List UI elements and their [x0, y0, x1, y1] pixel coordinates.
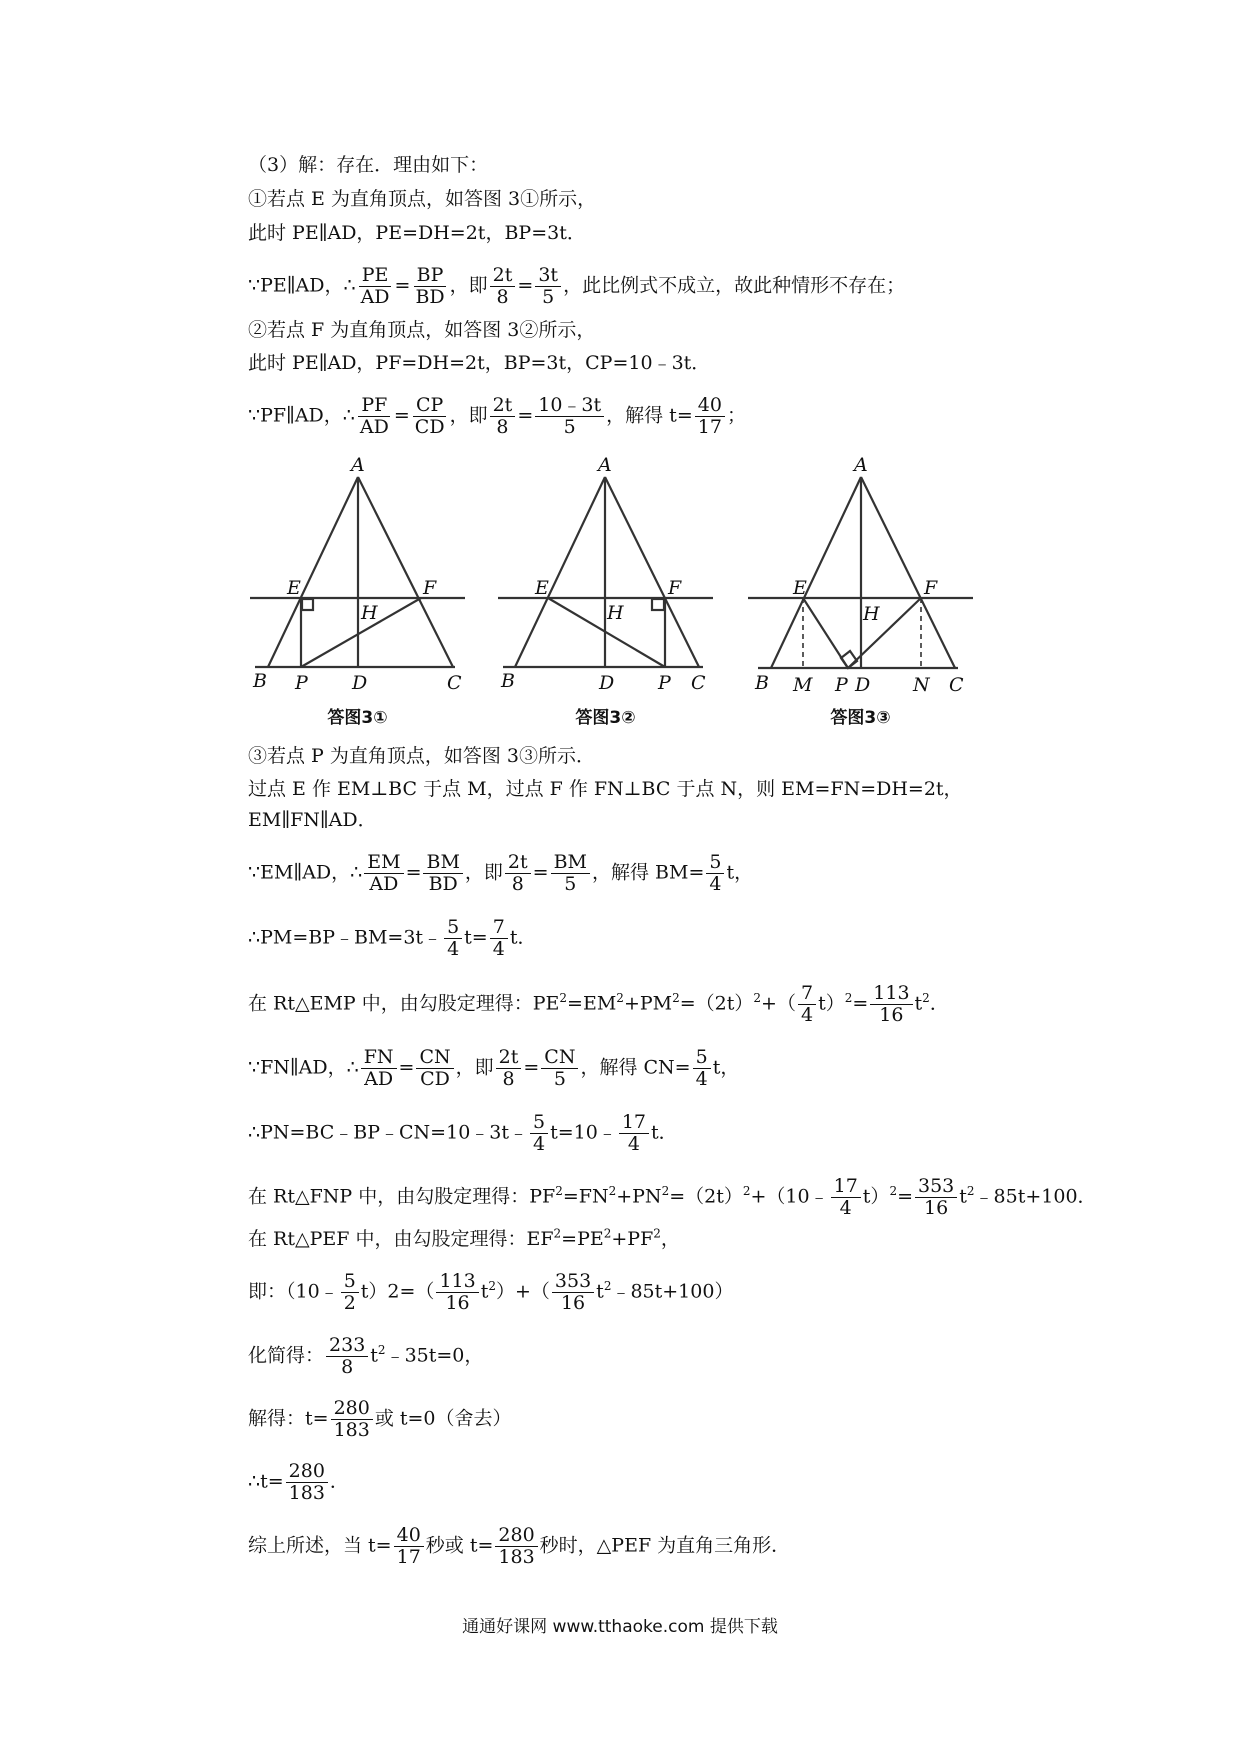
page-footer: 通通好课网 www.tthaoke.com 提供下载 [462, 1617, 778, 1637]
line-15: ∴PN=BC﹣BP﹣CN=10﹣3t﹣ $\frac{5}{4}$ t=10﹣ $\frac{17}{4}$ t． [248, 1111, 678, 1155]
svg-text:D: D [599, 672, 615, 694]
triangle-diagram-1 [245, 455, 470, 705]
line-17: 在 Rt△PEF 中，由勾股定理得：$EF^2=PE^2+PF^2$， [248, 1226, 680, 1250]
fraction: $\frac{2t}{8}$ [490, 265, 516, 308]
svg-text:E: E [535, 577, 549, 599]
svg-text:F: F [668, 577, 682, 599]
svg-text:E: E [793, 577, 807, 599]
line-16: 在 Rt△FNP 中，由勾股定理得：$PF^2=FN^2+PN^2=(2t)^2+(10﹣$ $\frac{17}{4}$ t）$^2$= $\frac{353}{16}$ $t^2﹣85t+100$． [248, 1175, 1097, 1219]
fraction: $\frac{BP}{BD}$ [415, 264, 445, 308]
line-10: EM∥FN∥AD． [248, 809, 377, 831]
svg-text:F: F [924, 577, 938, 599]
line-3: 此时 PE∥AD，PE=DH=2t，BP=3t． [248, 222, 586, 244]
line-21: ∴t= $\frac{280}{183}$ ． [248, 1460, 349, 1504]
line-6: 此时 PE∥AD，PF=DH=2t，BP=3t，CP=10﹣3t． [248, 352, 711, 374]
svg-text:C: C [691, 672, 706, 694]
svg-text:C: C [447, 672, 462, 694]
svg-text:A: A [351, 455, 365, 476]
line-13: 在 Rt△EMP 中，由勾股定理得：$PE^2=EM^2+PM^2=(2t)^2+$（ $\frac{7}{4}$ t）$^2$= $\frac{113}{16}$ $t^2$． [248, 982, 949, 1026]
svg-text:H: H [361, 602, 378, 624]
line-8: ③若点 P 为直角顶点，如答图 3③所示． [248, 745, 595, 767]
triangle-diagram-3 [743, 455, 978, 705]
line-9: 过点 E 作 EM⊥BC 于点 M，过点 F 作 FN⊥BC 于点 N，则 EM=FN=DH=2t， [248, 778, 963, 800]
triangle-diagram-2 [493, 455, 718, 705]
line-19: 化简得： $\frac{233}{8}$ $t^2﹣35t=0$， [248, 1334, 484, 1378]
fraction: $\frac{PE}{AD}$ [360, 264, 390, 308]
line-18: 即：（10﹣ $\frac{5}{2}$ t）2=（ $\frac{113}{16}$ $t^2)+$（ $\frac{353}{16}$ $t^2﹣85t+100$） [248, 1270, 734, 1314]
svg-text:N: N [913, 674, 930, 696]
svg-text:H: H [607, 602, 624, 624]
svg-text:H: H [863, 603, 880, 625]
svg-text:D: D [855, 674, 871, 696]
svg-text:M: M [793, 674, 813, 696]
svg-text:B: B [253, 670, 267, 692]
svg-text:P: P [295, 672, 308, 694]
line-22: 综上所述，当 t= $\frac{40}{17}$ 秒或 t= $\frac{280}{183}$ 秒时，△PEF 为直角三角形． [248, 1524, 791, 1568]
fraction: $\frac{3t}{5}$ [535, 265, 561, 308]
line-14: ∵FN∥AD，∴ $\frac{FN}{AD}$ = $\frac{CN}{CD}$ ，即 $\frac{2t}{8}$ = $\frac{CN}{5}$ ，解得 CN= $\frac{5}{4}$ t， [248, 1046, 740, 1090]
line-5: ②若点 F 为直角顶点，如答图 3②所示， [248, 319, 596, 341]
svg-text:C: C [949, 674, 964, 696]
figure-caption: 答图3③ [830, 708, 891, 728]
line-7: ∵PF∥AD，∴ $\frac{PF}{AD}$ = $\frac{CP}{CD}$ ，即 $\frac{2t}{8}$ = $\frac{10﹣3t}{5}$ ，解得 t= $\frac{40}{17}$ ； [248, 394, 746, 438]
line-1: （3）解：存在．理由如下： [248, 154, 489, 176]
figure-2 [493, 455, 718, 735]
svg-text:F: F [423, 577, 437, 599]
svg-text:A: A [854, 455, 868, 476]
svg-text:A: A [598, 455, 612, 476]
figure-caption: 答图3② [575, 708, 636, 728]
line-12: ∴PM=BP﹣BM=3t﹣ $\frac{5}{4}$ t= $\frac{7}{4}$ t． [248, 916, 537, 960]
svg-text:P: P [835, 674, 848, 696]
svg-text:B: B [501, 670, 515, 692]
svg-text:B: B [755, 672, 769, 694]
figure-3 [743, 455, 978, 735]
figure-caption: 答图3① [327, 708, 388, 728]
figure-1 [245, 455, 470, 735]
svg-text:P: P [658, 672, 671, 694]
line-4: ∵PE∥AD，∴ $\frac{PE}{AD}$ = $\frac{BP}{BD}$ ，即 $\frac{2t}{8}$ = $\frac{3t}{5}$ ，此比例式不成立，故此种情形不存在； [248, 264, 906, 308]
line-2: ①若点 E 为直角顶点，如答图 3①所示， [248, 188, 597, 210]
svg-text:E: E [287, 577, 301, 599]
line-20: 解得：t= $\frac{280}{183}$ 或 t=0（舍去） [248, 1397, 512, 1441]
line-11: ∵EM∥AD，∴ $\frac{EM}{AD}$ = $\frac{BM}{BD}$ ，即 $\frac{2t}{8}$ = $\frac{BM}{5}$ ，解得 BM= $\frac{5}{4}$ t， [248, 851, 754, 895]
svg-text:D: D [352, 672, 368, 694]
